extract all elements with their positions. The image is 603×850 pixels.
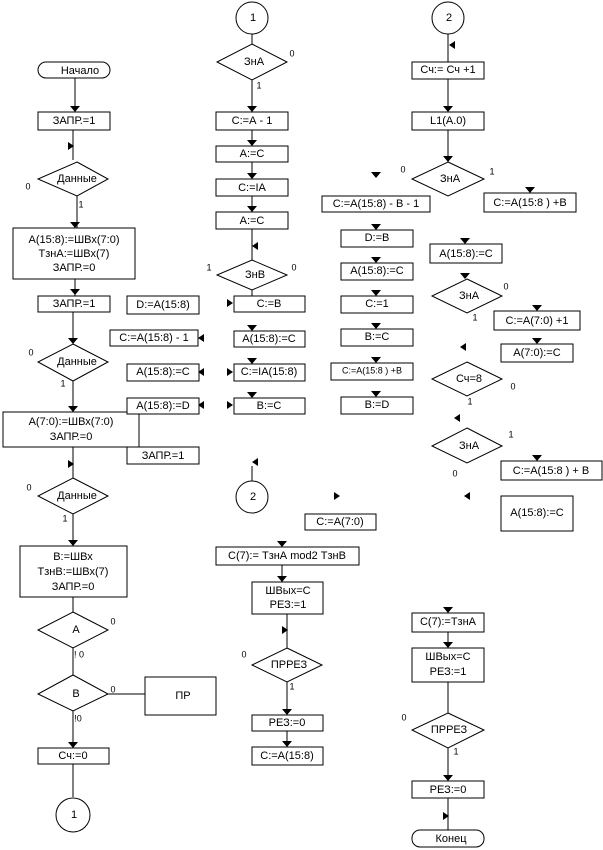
a70-c-label: А(7:0):=С bbox=[513, 346, 561, 359]
branch-zero-label: 0 bbox=[26, 482, 32, 493]
arrowhead bbox=[70, 106, 80, 112]
prez-label: ПРРЕЗ bbox=[270, 658, 308, 671]
arrowhead bbox=[464, 492, 470, 500]
znb-label: ЗнВ bbox=[244, 268, 266, 281]
sch0-label: Сч:=0 bbox=[58, 749, 88, 762]
load-a-line1: А(15:8):=ШВх(7:0) bbox=[28, 233, 120, 246]
branch-zero-label: 0 bbox=[291, 262, 297, 273]
arrowhead bbox=[443, 775, 453, 781]
out-line1: ШВых=С bbox=[265, 584, 311, 597]
a-c1-label: А:=С bbox=[239, 147, 265, 160]
branch-one-label: 1 bbox=[78, 199, 84, 210]
sign-label: С(7):= ТзнА mod2 ТзнВ bbox=[228, 549, 346, 562]
branch-zero-label: 0 bbox=[289, 48, 295, 59]
arrowhead bbox=[227, 401, 233, 409]
arrowhead bbox=[247, 358, 257, 364]
arrowhead bbox=[277, 541, 287, 547]
arrowhead bbox=[532, 305, 542, 311]
end-label: Конец bbox=[435, 832, 467, 845]
arrowhead bbox=[277, 576, 287, 582]
arrowhead bbox=[532, 338, 542, 344]
branch-one-label: 1 bbox=[472, 312, 478, 323]
zapr1-label: ЗАПР.=1 bbox=[52, 114, 96, 127]
c-a70-label: С:=А(7:0) bbox=[316, 515, 364, 528]
b-c-label: В:=С bbox=[256, 399, 282, 412]
a158-c2-label: А(15:8):=С bbox=[136, 365, 190, 378]
arrowhead bbox=[371, 290, 381, 296]
arrowhead bbox=[227, 368, 233, 376]
c-b-label: С:=В bbox=[256, 297, 282, 310]
branch-zero-label: 0 bbox=[452, 468, 458, 479]
b-c2-label: В:=С bbox=[364, 330, 390, 343]
arrowhead bbox=[371, 391, 381, 397]
zna3-label: ЗнА bbox=[458, 439, 480, 452]
arrowhead bbox=[443, 607, 453, 613]
arrowhead bbox=[371, 224, 381, 230]
c-a158-b-label: С:=А(15:8 ) +В bbox=[341, 365, 403, 376]
connector-2-mid-label: 2 bbox=[249, 490, 257, 503]
out2-line2: РЕЗ:=1 bbox=[429, 665, 467, 678]
arrowhead bbox=[247, 392, 257, 398]
arrowhead bbox=[252, 458, 258, 466]
sign2-label: С(7):=ТзнА bbox=[419, 615, 477, 628]
arrowhead bbox=[247, 106, 257, 112]
a158-c3-label: А(15:8):=С bbox=[350, 264, 404, 277]
not-zero-b: !0 bbox=[74, 713, 82, 724]
arrowhead bbox=[443, 642, 453, 648]
a158-c-label: А(15:8):=С bbox=[242, 332, 296, 345]
c-nab-label: С:=IА(15:8) bbox=[240, 365, 298, 378]
branch-one-label: 1 bbox=[289, 681, 295, 692]
arrowhead bbox=[525, 187, 535, 193]
zapr3-label: ЗАПР.=1 bbox=[141, 449, 185, 462]
branch-zero-label: 0 bbox=[110, 616, 116, 627]
d-a-label: D:=А(15:8) bbox=[136, 298, 190, 311]
prez2-label: ПРРЕЗ bbox=[430, 723, 468, 736]
branch-one-label: 1 bbox=[489, 166, 495, 177]
load-a-low-line2: ЗАПР.=0 bbox=[49, 430, 93, 443]
data2-label: Данные bbox=[57, 355, 97, 368]
out2-line1: ШВых=С bbox=[425, 650, 471, 663]
c-a1-label: С:=А - 1 bbox=[231, 114, 273, 127]
arrowhead bbox=[371, 357, 381, 363]
load-a-line2: ТзнА:=ШВх(7) bbox=[38, 247, 110, 260]
data1-label: Данные bbox=[57, 172, 97, 185]
branch-one-label: 1 bbox=[256, 80, 262, 91]
branch-one-label: 1 bbox=[206, 262, 212, 273]
branch-one-label: 1 bbox=[467, 396, 473, 407]
a158-c4-label: А(15:8):=С bbox=[439, 247, 493, 260]
arrowhead bbox=[460, 343, 466, 351]
arrowhead bbox=[247, 173, 257, 179]
out-line2: РЕЗ:=1 bbox=[269, 598, 307, 611]
arrowhead bbox=[70, 289, 80, 295]
branch-zero-label: 0 bbox=[510, 381, 516, 392]
arrowhead bbox=[198, 334, 204, 342]
branch-one-label: 1 bbox=[508, 429, 514, 440]
start-label: Начало bbox=[60, 64, 100, 77]
a158-d-label: А(15:8):=D bbox=[136, 399, 190, 412]
b-d-label: В:=D bbox=[364, 398, 390, 411]
load-b-line3: ЗАПР.=0 bbox=[51, 580, 95, 593]
zapr2-label: ЗАПР.=1 bbox=[52, 297, 96, 310]
pr-label: ПР bbox=[175, 689, 191, 702]
rez0-label: РЕЗ:=0 bbox=[268, 716, 306, 729]
branch-zero-label: 0 bbox=[503, 281, 509, 292]
load-b-line1: В:=ШВх bbox=[53, 550, 93, 563]
arrowhead bbox=[460, 273, 470, 279]
arrowhead bbox=[443, 156, 453, 162]
connector-2-top-label: 2 bbox=[445, 11, 453, 24]
arrowhead bbox=[252, 242, 258, 250]
arrowhead bbox=[460, 238, 470, 244]
connector-1-top-label: 1 bbox=[249, 11, 257, 24]
arrowhead bbox=[227, 299, 233, 307]
branch-one-label: 1 bbox=[62, 513, 68, 524]
arrowhead bbox=[282, 709, 292, 715]
arrowhead bbox=[282, 741, 292, 747]
zna1-label: ЗнА bbox=[439, 172, 461, 185]
arrowhead bbox=[68, 406, 78, 412]
a-c2-label: А:=С bbox=[239, 214, 265, 227]
branch-one-label: 1 bbox=[60, 378, 66, 389]
arrowhead bbox=[247, 140, 257, 146]
c-a158-label: С:=А(15:8) bbox=[260, 749, 314, 762]
l1-label: L1(А.0) bbox=[429, 114, 467, 127]
c-na-label: С:=IА bbox=[238, 181, 266, 194]
arrowhead bbox=[371, 257, 381, 263]
arrowhead bbox=[371, 172, 381, 178]
c-a158m1-label: С:=А(15:8) - 1 bbox=[119, 331, 189, 344]
arrowhead bbox=[68, 742, 78, 748]
arrowhead bbox=[334, 492, 340, 500]
dec-a-label: А bbox=[72, 623, 80, 636]
arrowhead bbox=[247, 206, 257, 212]
connector-1-bottom-label: 1 bbox=[70, 808, 78, 821]
load-a-line3: ЗАПР.=0 bbox=[52, 261, 96, 274]
c-a158-plusb2-label: С:=А(15:8 ) + В bbox=[512, 464, 590, 477]
branch-zero-label: 0 bbox=[28, 347, 34, 358]
dec-b-label: В bbox=[72, 687, 80, 700]
branch-zero-label: 0 bbox=[110, 684, 116, 695]
arrowhead bbox=[454, 414, 460, 422]
c-a70-p1-label: С:=А(7:0) +1 bbox=[505, 314, 569, 327]
arrowhead bbox=[70, 222, 80, 228]
a158-c5-label: А(15:8):=С bbox=[510, 506, 564, 519]
arrowhead bbox=[68, 540, 78, 546]
c-one-label: С:=1 bbox=[365, 297, 389, 310]
rez0-2-label: РЕЗ:=0 bbox=[429, 783, 467, 796]
arrowhead bbox=[449, 41, 455, 49]
arrowhead bbox=[371, 323, 381, 329]
arrowhead bbox=[532, 455, 542, 461]
branch-one-label: 1 bbox=[453, 746, 459, 757]
c-a158-b1-label: С:=А(15:8) - В - 1 bbox=[332, 197, 420, 210]
sch8-label: Сч=8 bbox=[455, 372, 483, 385]
branch-zero-label: 0 bbox=[25, 181, 31, 192]
c-a158-plusb-label: С:=А(15:8 ) +В bbox=[493, 196, 567, 209]
branch-zero-label: 0 bbox=[401, 712, 407, 723]
not-zero-a: ! 0 bbox=[73, 649, 85, 660]
zna-label: ЗнА bbox=[243, 55, 265, 68]
branch-zero-label: 0 bbox=[400, 164, 406, 175]
branch-zero-label: 0 bbox=[241, 649, 247, 660]
arrowhead bbox=[247, 325, 257, 331]
zna2-label: ЗнА bbox=[458, 289, 480, 302]
d-b-label: D:=В bbox=[364, 231, 390, 244]
sch-inc-label: Сч:= Сч +1 bbox=[420, 63, 476, 76]
arrowhead bbox=[68, 338, 78, 344]
load-b-line2: ТзнВ:=ШВх(7) bbox=[37, 565, 109, 578]
data3-label: Данные bbox=[57, 489, 97, 502]
load-a-low-line1: А(7:0):=ШВх(7:0) bbox=[28, 415, 114, 428]
arrowhead bbox=[443, 106, 453, 112]
